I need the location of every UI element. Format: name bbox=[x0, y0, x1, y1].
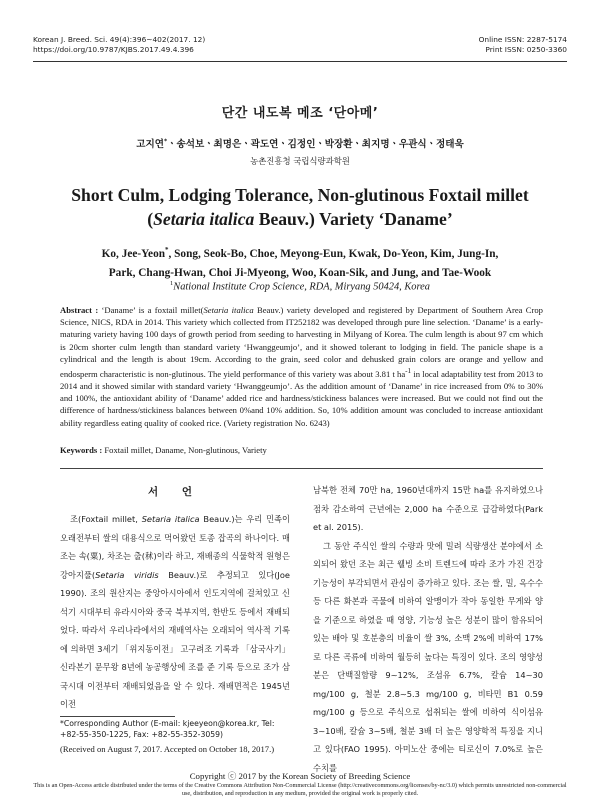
section-heading-introduction: 서 언 bbox=[148, 486, 202, 498]
english-title: Short Culm, Lodging Tolerance, Non-glutinous Foxtail millet (Setaria italica Beauv.) Variety ‘Daname’ bbox=[71, 185, 529, 229]
journal-citation: Korean J. Breed. Sci. 49(4):396~402(2017. 12) bbox=[33, 35, 206, 44]
received-accepted-dates: (Received on August 7, 2017. Accepted on October 18, 2017.) bbox=[60, 744, 275, 754]
header-divider bbox=[33, 61, 567, 62]
intro-paragraph: 남북한 전체 70만 ha, 1960년대까지 15만 ha를 유지하였으나 점차 감소하여 근년에는 2,000 ha 수준으로 급감하였다(Park et al. 2015). bbox=[313, 485, 543, 532]
intro-left-column bbox=[60, 510, 290, 714]
corresponding-author-note: *Corresponding Author (E-mail: kjeeyeon@korea.kr, Tel: +82-55-350-1225, Fax: +82-55-352-3059) bbox=[60, 719, 275, 739]
license-notice: This is an Open-Access article distributed under the terms of the Creative Commons Attribution Non-Commercial License (http://creativecommons.org/licenses/by-nc/3.0) which permits unrestricted non-commercial use, distribution, and reproduction in any medium, provided the original work is properly cited. bbox=[33, 782, 567, 797]
doi-link[interactable]: https://doi.org/10.9787/KJBS.2017.49.4.396 bbox=[33, 45, 194, 54]
print-issn: Print ISSN: 0250-3360 bbox=[485, 45, 567, 54]
intro-paragraph: 조(Foxtail millet, Setaria italica Beauv.)는 우리 민족이 오래전부터 쌀의 대용식으로 먹어왔던 토종 잡곡의 하나이다. 매조는 속(粟), 차조는 출(秫)이라 하고, 재배종의 식물학적 원형은 강아지풀(Setaria viridis Beauv.)로 추정되고 있다(Joe 1990). 조의 원산지는 중앙아시아에서 인도지역에 걸쳐있고 신석기 시대부터 유라시아와 중국 북부지역, 한반도 등에서 재배되었다. 따라서 우리나라에서의 재배역사는 오래되어 역사적 기록에 의하면 3세기 「위지동이전」 고구려조 기록과 「삼국사기」 신라본기 문무왕 8년에 농공행상에 조를 준 기록 등으로 조가 삼국시대 이전부터 재배되었음을 알 수 있다. 재배면적은 1945년 이전 bbox=[60, 514, 290, 709]
footnote-divider bbox=[60, 716, 175, 717]
english-affiliation: $^1$National Institute Crop Science, RDA, Miryang 50424, Korea bbox=[170, 280, 430, 293]
online-issn: Online ISSN: 2287-5174 bbox=[478, 35, 567, 44]
keywords: Keywords : Foxtail millet, Daname, Non-glutinous, Variety bbox=[60, 445, 267, 455]
journal-header-right bbox=[479, 35, 567, 55]
korean-title: 단간 내도복 메조 ‘단아메’ bbox=[221, 106, 379, 121]
korean-affiliation: 농촌진흥청 국립식량과학원 bbox=[250, 156, 350, 166]
english-authors: Ko, Jee-Yeon*, Song, Seok-Bo, Choe, Meyong-Eun, Kwak, Do-Yeon, Kim, Jung-In, Park, Chang-Hwan, Choi Ji-Myeong, Woo, Koan-Sik, and Jung, and Tae-Wook bbox=[101, 246, 499, 279]
intro-paragraph: 그 동안 주식인 쌀의 수량과 맛에 밀려 식량생산 분야에서 소외되어 왔던 조는 최근 웰빙 소비 트렌드에 따라 조가 가진 건강기능성이 부각되면서 관심이 증가하고 있다. 조는 쌀, 밀, 옥수수 등 다른 화본과 곡물에 비하여 알맹이가 작아 동일한 무게와 양을 기준으로 하였을 때 영양, 기능성 높은 성분이 많이 함유되어 있는 배아 및 호분층의 비율이 쌀 3%, 소맥 2%에 비하여 17%로 다른 곡류에 비하여 월등히 높다는 특징이 있다. 조의 영양성분은 단백질함량 9~12%, 조섬유 6.7%, 칼슘 14~30 mg/100 g, 철분 2.8~5.3 mg/100 g, 비타민 B1 0.59 mg/100 g 등으로 주식으로 섭취되는 쌀에 비하여 식이섬유 3~10배, 칼슘 3~5배, 철분 3배 더 높은 영양학적 특징을 지니고 있다(FAO 1995). 아미노산 중에는 티로신이 7.0%로 높은 수치를 bbox=[313, 540, 543, 773]
journal-header-left bbox=[33, 35, 205, 55]
intro-right-column bbox=[313, 481, 543, 777]
keywords-divider bbox=[60, 468, 543, 469]
copyright-notice: Copyright ⓒ 2017 by the Korean Society of Breeding Science bbox=[189, 771, 411, 781]
korean-authors: 고지연*ㆍ송석보ㆍ최명은ㆍ곽도연ㆍ김정인ㆍ박장환ㆍ최지명ㆍ우관식ㆍ정태욱 bbox=[136, 137, 464, 150]
abstract: Abstract : ‘Daname’ is a foxtail millet(Setaria italica Beauv.) variety developed and registered by Department of Southern Area Crop Science, NICS, RDA in 2014. This variety which collected from IT252182 was developed through pure line selection. ‘Daname’ is a early-maturing variety having 100 days of growth period from seeding to harvesting in Milyang of Korea. The culm length is about 97 cm which is 20cm shorter culm length than standard variety ‘Hwanggeumjo’, and it showed tolerant to lodging in field. The panicle shape is a cylindrical and the length is about 19cm. According to the grain, seed color and dehusked grain colors are orange and yellow and endosperm characteristic is non-glutinous. The yield performance of this variety was about 3.81 t $ha^{-1}$ in local adaptability test from 2013 to 2014 and it showed similar with standard variety ‘Hwanggeumjo’. As the addition amount of ‘Daname’ in rice increased from 0% to 30% and 100%, the antioxidant ability of ‘Daname’ added rice and hardness/stickiness balances were increased. But we could not find out the difference of hardness/stickiness balances between 0%and 10% addition. So, 10% addition amount was concluded to increase antioxidant ability regardless eating quality of cooked rice. (Variety registration No. 6243) bbox=[60, 305, 543, 428]
